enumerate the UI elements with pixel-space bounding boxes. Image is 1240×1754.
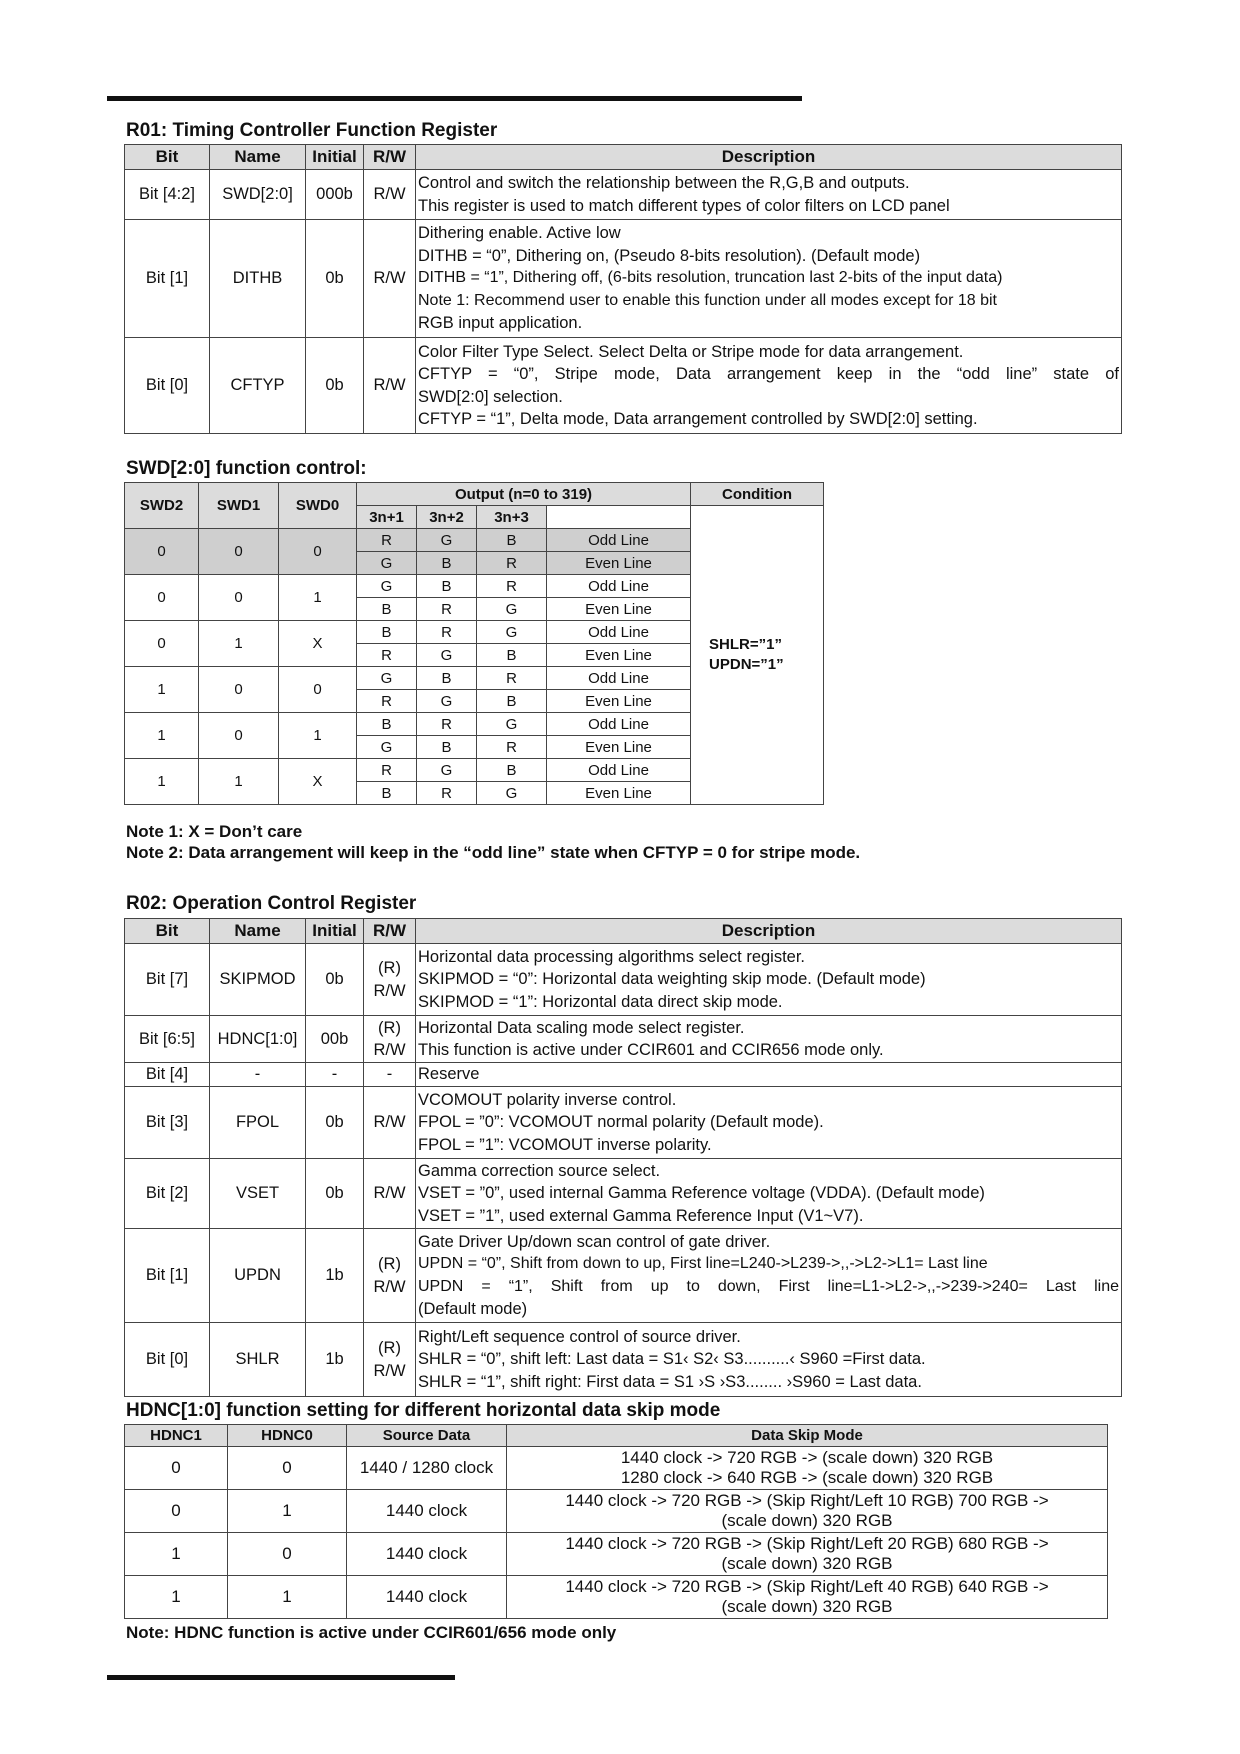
table-row bbox=[125, 1016, 1122, 1063]
table-row bbox=[125, 1229, 1122, 1323]
output-cell: B bbox=[477, 690, 547, 713]
data-skip-mode-cell bbox=[507, 1447, 1108, 1490]
name-cell: - bbox=[210, 1063, 306, 1087]
r01-table bbox=[124, 144, 1122, 434]
rw-line: (R) bbox=[378, 1255, 401, 1273]
output-cell: G bbox=[477, 782, 547, 805]
description-line: Color Filter Type Select. Select Delta or Stripe mode for data arrangement. bbox=[418, 342, 964, 361]
rw-cell bbox=[364, 1229, 416, 1323]
output-cell: G bbox=[417, 644, 477, 667]
output-cell: G bbox=[417, 759, 477, 782]
line-cell: Odd Line bbox=[547, 713, 691, 736]
condition-cell bbox=[691, 506, 824, 805]
output-cell: B bbox=[417, 667, 477, 690]
description-line: CFTYP = “0”, Stripe mode, Data arrangement keep in the “odd line” state of bbox=[418, 365, 1119, 383]
line-cell: Odd Line bbox=[547, 667, 691, 690]
name-cell: VSET bbox=[210, 1159, 306, 1229]
description-line: SKIPMOD = “0”: Horizontal data weighting skip mode. (Default mode) bbox=[418, 970, 926, 989]
description-cell bbox=[416, 338, 1122, 434]
output-cell: G bbox=[357, 736, 417, 759]
swd2-cell: 0 bbox=[125, 575, 199, 621]
description-line: Gate Driver Up/down scan control of gate driver. bbox=[418, 1232, 771, 1251]
line-cell: Odd Line bbox=[547, 529, 691, 552]
col-hdnc1-header: HDNC1 bbox=[125, 1425, 228, 1447]
swd-header-row bbox=[125, 483, 824, 506]
name-cell: UPDN bbox=[210, 1229, 306, 1323]
output-cell: B bbox=[357, 713, 417, 736]
description-line: VCOMOUT polarity inverse control. bbox=[418, 1090, 677, 1109]
initial-cell: 00b bbox=[306, 1016, 364, 1063]
source-data-cell: 1440 / 1280 clock bbox=[347, 1447, 507, 1490]
r02-header-row bbox=[125, 919, 1122, 944]
hdnc-note: Note: HDNC function is active under CCIR601/656 mode only bbox=[126, 1623, 617, 1642]
description-line: Gamma correction source select. bbox=[418, 1161, 661, 1180]
description-line: SHLR = “1”, shift right: First data = S1 ›S ›S3........ ›S960 = Last data. bbox=[418, 1372, 922, 1391]
bottom-rule bbox=[107, 1675, 455, 1680]
description-line: FPOL = ”1”: VCOMOUT inverse polarity. bbox=[418, 1135, 712, 1154]
name-cell: DITHB bbox=[210, 220, 306, 338]
table-row bbox=[125, 1087, 1122, 1159]
skip-mode-line: 1440 clock -> 720 RGB -> (Skip Right/Left 10 RGB) 700 RGB -> bbox=[565, 1491, 1049, 1510]
description-line: RGB input application. bbox=[418, 314, 583, 333]
swd2-cell: 1 bbox=[125, 713, 199, 759]
bit-cell: Bit [0] bbox=[125, 1323, 210, 1397]
swd1-cell: 0 bbox=[199, 667, 279, 713]
output-cell: R bbox=[417, 713, 477, 736]
initial-cell: - bbox=[306, 1063, 364, 1087]
output-cell: R bbox=[417, 782, 477, 805]
description-line: CFTYP = “1”, Delta mode, Data arrangement controlled by SWD[2:0] setting. bbox=[418, 410, 978, 428]
description-line: UPDN = “0”, Shift from down to up, First line=L240->L239->,,->L2->L1= Last line bbox=[418, 1255, 988, 1272]
output-cell: B bbox=[357, 598, 417, 621]
swd1-cell: 0 bbox=[199, 529, 279, 575]
output-cell: B bbox=[477, 529, 547, 552]
output-cell: G bbox=[357, 552, 417, 575]
output-cell: G bbox=[417, 690, 477, 713]
swd0-cell: 0 bbox=[279, 667, 357, 713]
hdnc-table bbox=[124, 1424, 1108, 1619]
output-cell: B bbox=[357, 621, 417, 644]
col-initial-header: Initial bbox=[306, 919, 364, 944]
output-cell: G bbox=[477, 598, 547, 621]
description-line: VSET = ”1”, used external Gamma Reference Input (V1~V7). bbox=[418, 1206, 864, 1225]
col-3n3-header: 3n+3 bbox=[477, 506, 547, 529]
bit-cell: Bit [7] bbox=[125, 944, 210, 1016]
hdnc-title: HDNC[1:0] function setting for different horizontal data skip mode bbox=[126, 1400, 721, 1421]
swd-note-1: Note 1: X = Don’t care bbox=[126, 822, 303, 841]
rw-line: (R) bbox=[378, 959, 401, 977]
rw-cell bbox=[364, 1323, 416, 1397]
output-cell: R bbox=[417, 621, 477, 644]
description-cell bbox=[416, 1159, 1122, 1229]
swd1-cell: 0 bbox=[199, 575, 279, 621]
output-cell: B bbox=[417, 575, 477, 598]
line-cell: Odd Line bbox=[547, 575, 691, 598]
table-row bbox=[125, 338, 1122, 434]
bit-cell: Bit [3] bbox=[125, 1087, 210, 1159]
description-line: DITHB = “0”, Dithering on, (Pseudo 8-bits resolution). (Default mode) bbox=[418, 246, 921, 265]
description-cell bbox=[416, 1063, 1122, 1087]
hdnc-header-row bbox=[125, 1425, 1108, 1447]
description-cell bbox=[416, 1229, 1122, 1323]
description-line: Dithering enable. Active low bbox=[418, 224, 621, 243]
description-line: SKIPMOD = “1”: Horizontal data direct skip mode. bbox=[418, 992, 783, 1011]
rw-cell: R/W bbox=[364, 1159, 416, 1229]
swd0-cell: 0 bbox=[279, 529, 357, 575]
hdnc0-cell: 1 bbox=[228, 1490, 347, 1533]
bit-cell: Bit [4:2] bbox=[125, 170, 210, 220]
initial-cell: 0b bbox=[306, 1087, 364, 1159]
r01-title: R01: Timing Controller Function Register bbox=[126, 120, 498, 141]
output-cell: R bbox=[477, 552, 547, 575]
hdnc1-cell: 0 bbox=[125, 1490, 228, 1533]
output-cell: R bbox=[357, 529, 417, 552]
table-row bbox=[125, 1576, 1108, 1619]
rw-line: R/W bbox=[373, 1041, 406, 1059]
output-cell: R bbox=[357, 690, 417, 713]
swd-title: SWD[2:0] function control: bbox=[126, 458, 367, 479]
condition-shlr: SHLR=”1” bbox=[709, 636, 782, 653]
output-header: Output (n=0 to 319) bbox=[357, 483, 691, 506]
bit-cell: Bit [2] bbox=[125, 1159, 210, 1229]
hdnc0-cell: 1 bbox=[228, 1576, 347, 1619]
bit-cell: Bit [4] bbox=[125, 1063, 210, 1087]
line-cell: Even Line bbox=[547, 736, 691, 759]
col-bit-header: Bit bbox=[125, 145, 210, 170]
name-cell: HDNC[1:0] bbox=[210, 1016, 306, 1063]
description-cell bbox=[416, 1087, 1122, 1159]
description-line: FPOL = ”0”: VCOMOUT normal polarity (Default mode). bbox=[418, 1113, 824, 1132]
rw-cell bbox=[364, 944, 416, 1016]
initial-cell: 1b bbox=[306, 1229, 364, 1323]
table-row bbox=[125, 220, 1122, 338]
hdnc1-cell: 0 bbox=[125, 1447, 228, 1490]
skip-mode-line: (scale down) 320 RGB bbox=[721, 1554, 893, 1573]
table-row bbox=[125, 1447, 1108, 1490]
hdnc1-cell: 1 bbox=[125, 1533, 228, 1576]
skip-mode-line: 1440 clock -> 720 RGB -> (scale down) 320 RGB bbox=[620, 1448, 994, 1467]
description-cell bbox=[416, 944, 1122, 1016]
name-cell: SHLR bbox=[210, 1323, 306, 1397]
rw-line: R/W bbox=[373, 1277, 406, 1296]
output-cell: R bbox=[417, 598, 477, 621]
rw-line: (R) bbox=[378, 1339, 401, 1357]
top-rule bbox=[107, 96, 802, 101]
name-cell: CFTYP bbox=[210, 338, 306, 434]
swd-table bbox=[124, 482, 824, 805]
description-line: Note 1: Recommend user to enable this function under all modes except for 18 bit bbox=[418, 291, 997, 309]
output-cell: G bbox=[477, 621, 547, 644]
swd0-cell: 1 bbox=[279, 713, 357, 759]
data-skip-mode-cell bbox=[507, 1576, 1108, 1619]
output-cell: R bbox=[477, 667, 547, 690]
rw-cell: R/W bbox=[364, 338, 416, 434]
output-cell: G bbox=[477, 713, 547, 736]
condition-updn: UPDN=”1” bbox=[709, 656, 784, 673]
initial-cell: 0b bbox=[306, 944, 364, 1016]
col-description-header: Description bbox=[416, 145, 1122, 170]
swd2-cell: 0 bbox=[125, 621, 199, 667]
output-cell: G bbox=[357, 575, 417, 598]
description-cell bbox=[416, 170, 1122, 220]
swd0-header: SWD0 bbox=[279, 483, 357, 529]
hdnc1-cell: 1 bbox=[125, 1576, 228, 1619]
r01-header-row bbox=[125, 145, 1122, 170]
hdnc0-cell: 0 bbox=[228, 1533, 347, 1576]
output-cell: R bbox=[477, 736, 547, 759]
hdnc0-cell: 0 bbox=[228, 1447, 347, 1490]
skip-mode-line: 1440 clock -> 720 RGB -> (Skip Right/Left 20 RGB) 680 RGB -> bbox=[565, 1534, 1049, 1553]
output-cell: R bbox=[357, 759, 417, 782]
source-data-cell: 1440 clock bbox=[347, 1576, 507, 1619]
swd2-cell: 1 bbox=[125, 667, 199, 713]
name-cell: FPOL bbox=[210, 1087, 306, 1159]
col-3n1-header: 3n+1 bbox=[357, 506, 417, 529]
col-initial-header: Initial bbox=[306, 145, 364, 170]
swd0-cell: X bbox=[279, 759, 357, 805]
col-rw-header: R/W bbox=[364, 145, 416, 170]
description-line: SWD[2:0] selection. bbox=[418, 387, 563, 406]
swd-note-2: Note 2: Data arrangement will keep in the “odd line” state when CFTYP = 0 for stripe mode. bbox=[126, 843, 861, 862]
description-line: DITHB = “1”, Dithering off, (6-bits resolution, truncation last 2-bits of the input data) bbox=[418, 269, 1003, 287]
condition-header: Condition bbox=[691, 483, 824, 506]
data-skip-mode-cell bbox=[507, 1490, 1108, 1533]
line-cell: Even Line bbox=[547, 690, 691, 713]
initial-cell: 0b bbox=[306, 1159, 364, 1229]
description-line: Reserve bbox=[418, 1065, 480, 1084]
description-line: Control and switch the relationship between the R,G,B and outputs. bbox=[418, 174, 910, 192]
rw-cell bbox=[364, 1016, 416, 1063]
description-line: Horizontal Data scaling mode select register. bbox=[418, 1018, 745, 1037]
skip-mode-line: 1280 clock -> 640 RGB -> (scale down) 320 RGB bbox=[620, 1468, 994, 1487]
initial-cell: 0b bbox=[306, 220, 364, 338]
table-row bbox=[125, 1063, 1122, 1087]
data-skip-mode-cell bbox=[507, 1533, 1108, 1576]
swd2-cell: 0 bbox=[125, 529, 199, 575]
line-cell: Even Line bbox=[547, 782, 691, 805]
table-row bbox=[125, 1533, 1108, 1576]
output-cell: B bbox=[477, 759, 547, 782]
rw-line: R/W bbox=[373, 981, 406, 1000]
name-cell: SWD[2:0] bbox=[210, 170, 306, 220]
description-line: Horizontal data processing algorithms select register. bbox=[418, 947, 806, 966]
description-cell bbox=[416, 1016, 1122, 1063]
table-row bbox=[125, 944, 1122, 1016]
description-line: (Default mode) bbox=[418, 1300, 528, 1318]
line-cell: Even Line bbox=[547, 552, 691, 575]
description-cell bbox=[416, 1323, 1122, 1397]
skip-mode-line: (scale down) 320 RGB bbox=[721, 1511, 893, 1530]
swd1-cell: 1 bbox=[199, 759, 279, 805]
initial-cell: 1b bbox=[306, 1323, 364, 1397]
line-cell: Odd Line bbox=[547, 621, 691, 644]
col-rw-header: R/W bbox=[364, 919, 416, 944]
table-row bbox=[125, 170, 1122, 220]
swd2-header: SWD2 bbox=[125, 483, 199, 529]
col-name-header: Name bbox=[210, 919, 306, 944]
output-cell: G bbox=[357, 667, 417, 690]
description-line: This register is used to match different types of color filters on LCD panel bbox=[418, 196, 950, 215]
output-cell: B bbox=[357, 782, 417, 805]
col-description-header: Description bbox=[416, 919, 1122, 944]
swd1-cell: 1 bbox=[199, 621, 279, 667]
rw-cell: R/W bbox=[364, 170, 416, 220]
skip-mode-line: 1440 clock -> 720 RGB -> (Skip Right/Left 40 RGB) 640 RGB -> bbox=[565, 1577, 1049, 1596]
table-row bbox=[125, 1490, 1108, 1533]
bit-cell: Bit [1] bbox=[125, 220, 210, 338]
description-line: SHLR = “0”, shift left: Last data = S1‹ S2‹ S3..........‹ S960 =First data. bbox=[418, 1350, 926, 1369]
description-line: VSET = ”0”, used internal Gamma Reference voltage (VDDA). (Default mode) bbox=[418, 1184, 985, 1203]
col-name-header: Name bbox=[210, 145, 306, 170]
skip-mode-line: (scale down) 320 RGB bbox=[721, 1597, 893, 1616]
line-cell: Odd Line bbox=[547, 759, 691, 782]
table-row bbox=[125, 1323, 1122, 1397]
initial-cell: 0b bbox=[306, 338, 364, 434]
col-bit-header: Bit bbox=[125, 919, 210, 944]
rw-line: R/W bbox=[373, 1361, 406, 1380]
col-3n2-header: 3n+2 bbox=[417, 506, 477, 529]
output-cell: B bbox=[417, 736, 477, 759]
bit-cell: Bit [6:5] bbox=[125, 1016, 210, 1063]
line-header-blank bbox=[547, 506, 691, 529]
description-line: Right/Left sequence control of source driver. bbox=[418, 1327, 741, 1346]
col-source-data-header: Source Data bbox=[347, 1425, 507, 1447]
bit-cell: Bit [0] bbox=[125, 338, 210, 434]
output-cell: B bbox=[477, 644, 547, 667]
rw-line: (R) bbox=[378, 1018, 401, 1037]
r02-table bbox=[124, 918, 1122, 1397]
source-data-cell: 1440 clock bbox=[347, 1490, 507, 1533]
source-data-cell: 1440 clock bbox=[347, 1533, 507, 1576]
swd2-cell: 1 bbox=[125, 759, 199, 805]
description-cell bbox=[416, 220, 1122, 338]
swd0-cell: 1 bbox=[279, 575, 357, 621]
table-row bbox=[125, 1159, 1122, 1229]
r02-title: R02: Operation Control Register bbox=[126, 893, 417, 914]
line-cell: Even Line bbox=[547, 644, 691, 667]
line-cell: Even Line bbox=[547, 598, 691, 621]
output-cell: G bbox=[417, 529, 477, 552]
description-line: This function is active under CCIR601 and CCIR656 mode only. bbox=[418, 1041, 884, 1059]
rw-cell: - bbox=[364, 1063, 416, 1087]
col-hdnc0-header: HDNC0 bbox=[228, 1425, 347, 1447]
description-line: UPDN = “1”, Shift from up to down, First line=L1->L2->,,->239->240= Last line bbox=[418, 1277, 1119, 1295]
swd1-cell: 0 bbox=[199, 713, 279, 759]
name-cell: SKIPMOD bbox=[210, 944, 306, 1016]
bit-cell: Bit [1] bbox=[125, 1229, 210, 1323]
output-cell: R bbox=[477, 575, 547, 598]
rw-cell: R/W bbox=[364, 220, 416, 338]
rw-cell: R/W bbox=[364, 1087, 416, 1159]
col-data-skip-mode-header: Data Skip Mode bbox=[507, 1425, 1108, 1447]
swd1-header: SWD1 bbox=[199, 483, 279, 529]
output-cell: B bbox=[417, 552, 477, 575]
swd0-cell: X bbox=[279, 621, 357, 667]
output-cell: R bbox=[357, 644, 417, 667]
initial-cell: 000b bbox=[306, 170, 364, 220]
